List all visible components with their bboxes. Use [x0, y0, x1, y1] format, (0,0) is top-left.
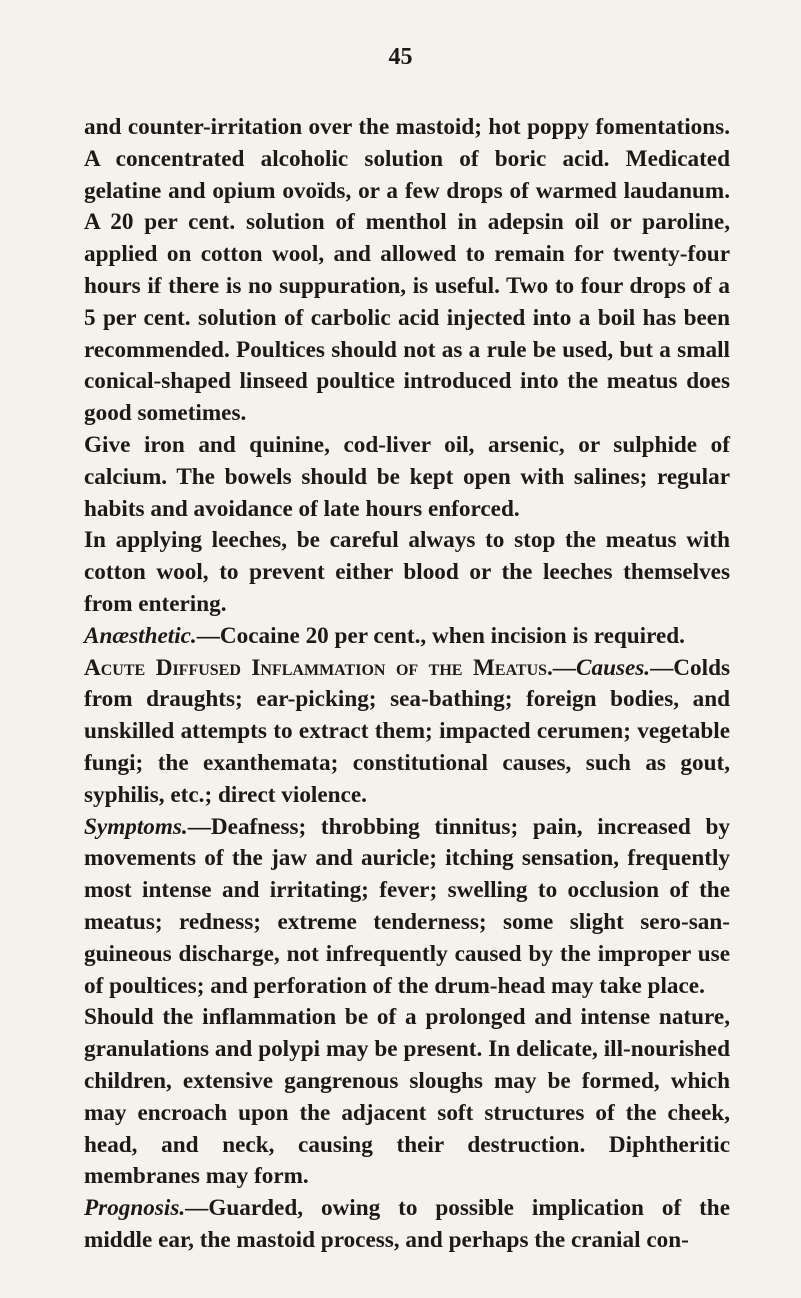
paragraph-text: —Cocaine 20 per cent., when incision is required. — [196, 622, 685, 649]
paragraph-treatment-local — [84, 112, 730, 430]
paragraph-anaesthetic — [84, 621, 730, 653]
paragraph-text: —Colds from draughts; ear-picking; sea-bathing; foreign bodies, and unskilled attempts to extract them; impacted cerumen; vegetable fungi; the exanthemata; constitutional causes, such as gout, syphilis, etc.; direct violence. — [84, 654, 730, 808]
page-text-body — [84, 112, 730, 1257]
paragraph-leeches — [84, 525, 730, 620]
paragraph-treatment-general — [84, 430, 730, 525]
paragraph-text: —Guarded, owing to possible implication of the middle ear, the mastoid process, and perhaps the cranial con- — [84, 1195, 730, 1253]
paragraph-text: Give iron and quinine, cod-liver oil, arsenic, or sulphide of calcium. The bowels should be kept open with salines; regular habits and avoidance of late hours enforced. — [84, 431, 730, 522]
paragraph-lead: —Causes. — [552, 654, 651, 681]
paragraph-lead: Anæsthetic. — [84, 622, 197, 649]
paragraph-acute-inflammation-causes — [84, 653, 730, 812]
paragraph-text: and counter-irritation over the mastoid; hot poppy fomentations. A concentrated alcoholic solution of boric acid. Medicated gelatine and opium ovoïds, or a few drops of warmed laudanum. A 20 per cent. solution of menthol in adepsin oil or paroline, applied on cotton wool, and allowed to remain for twenty-four hours if there is no suppuration, is useful. Two to four drops of a 5 per cent. solution of carbolic acid injected into a boil has been recommended. Poultices should not as a rule be used, but a small conical-shaped linseed poultice introduced into the meatus does good sometimes. — [84, 114, 730, 427]
paragraph-text: Should the inflammation be of a prolonged and intense nature, granulations and polypi may be present. In delicate, ill-nourished children, extensive gangrenous sloughs may be formed, which may encroach upon the adjacent soft structures of the cheek, head, and neck, causing their destruction. Diphtheritic membranes may form. — [84, 1004, 730, 1190]
page-number: 45 — [388, 44, 413, 70]
paragraph-lead: Prognosis. — [84, 1195, 186, 1222]
paragraph-prognosis — [84, 1193, 730, 1257]
paragraph-complications — [84, 1002, 730, 1193]
section-heading: Acute Diffused Inflammation of the Meatus. — [84, 654, 553, 681]
paragraph-text: —Deafness; throbbing tinnitus; pain, increased by movements of the jaw and auricle; itching sensation, frequently most intense and irritating; fever; swelling to occlusion of the meatus; redness; extreme tenderness; some slight sero-sanguineous discharge, not infrequently caused by the improper use of poultices; and perforation of the drum-head may take place. — [84, 813, 730, 999]
paragraph-text: In applying leeches, be careful always to stop the meatus with cotton wool, to prevent either blood or the leeches themselves from entering. — [84, 527, 730, 617]
paragraph-lead: Symptoms. — [84, 813, 188, 840]
paragraph-symptoms — [84, 812, 730, 1003]
